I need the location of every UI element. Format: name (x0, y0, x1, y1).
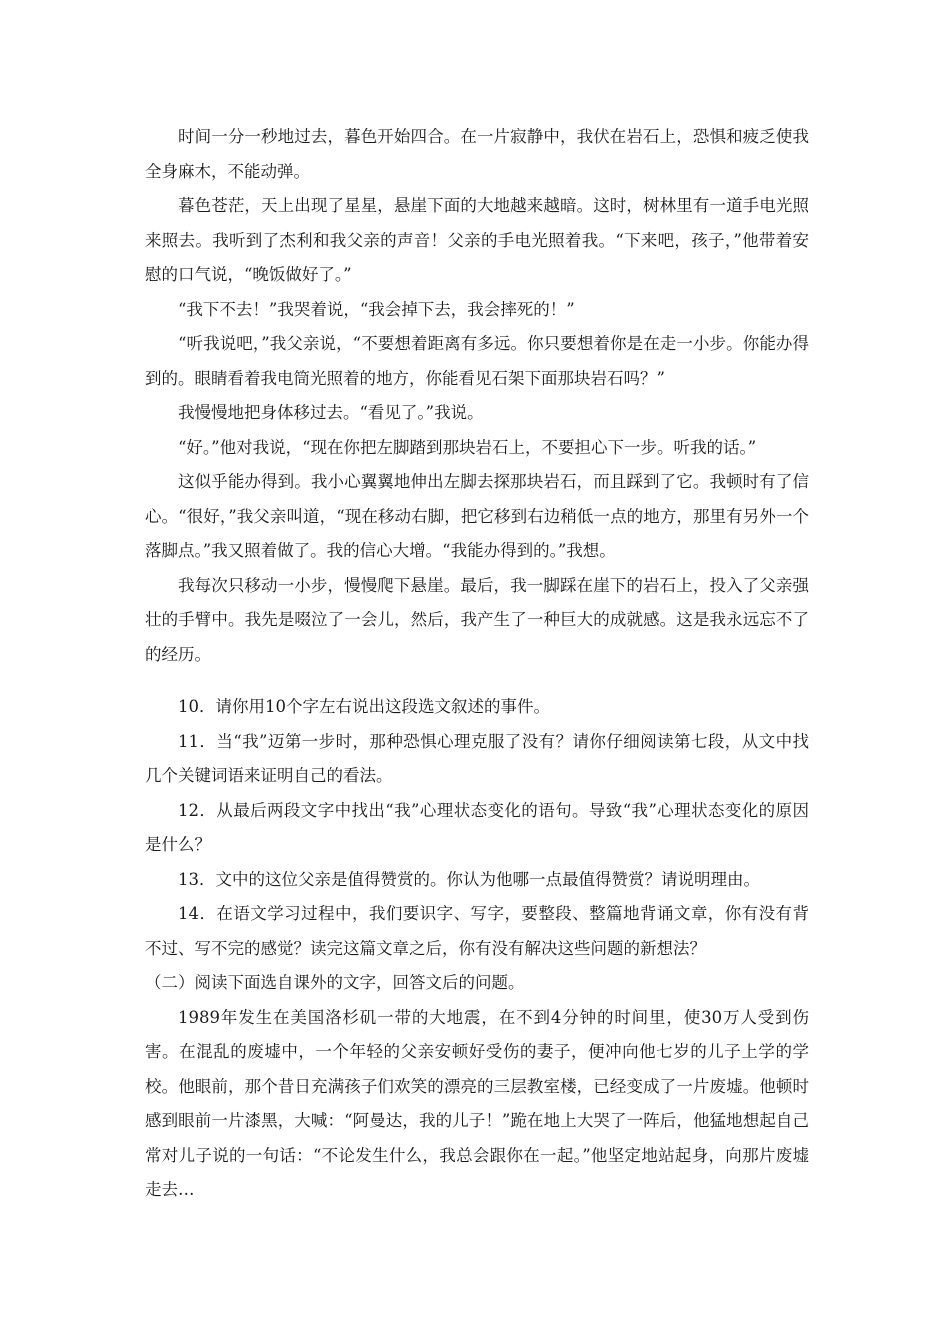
question-11: 11．当“我”迈第一步时，那种恐惧心理克服了没有？请你仔细阅读第七段，从文中找几个关键词语来证明自己的看法。 (145, 731, 809, 785)
story-paragraph-6: “好。”他对我说，“现在你把左脚踏到那块岩石上，不要担心下一步。听我的话。” (178, 437, 757, 457)
section-2-paragraph: 1989年发生在美国洛杉矶一带的大地震，在不到4分钟的时间里，使30万人受到伤害。在混乱的废墟中，一个年轻的父亲安顿好受伤的妻子，便冲向他七岁的儿子上学的学校。他眼前，那个昔日充满孩子们欢笑的漂亮的三层教室楼，已经变成了一片废墟。他顿时感到眼前一片漆黑，大喊：“阿曼达，我的儿子！”跪在地上大哭了一阵后，他猛地想起自己常对儿子说的一句话：“不论发生什么，我总会跟你在一起。”他坚定地站起身，向那片废墟走去… (145, 1007, 809, 1199)
story-paragraph-4: “听我说吧，”我父亲说，“不要想着距离有多远。你只要想着你是在走一小步。你能办得到的。眼睛看着我电筒光照着的地方，你能看见石架下面那块岩石吗？” (145, 334, 809, 388)
document-body (145, 120, 809, 1208)
story-paragraph-5: 我慢慢地把身体移过去。“看见了。”我说。 (178, 403, 484, 422)
question-13: 13．文中的这位父亲是值得赞赏的。你认为他哪一点最值得赞赏？请说明理由。 (178, 869, 760, 889)
question-14: 14．在语文学习过程中，我们要识字、写字，要整段、整篇地背诵文章，你有没有背不过、写不完的感觉？读完这篇文章之后，你有没有解决这些问题的新想法？ (145, 904, 809, 958)
story-paragraph-2: 暮色苍茫，天上出现了星星，悬崖下面的大地越来越暗。这时，树林里有一道手电光照来照去。我听到了杰利和我父亲的声音！父亲的手电光照着我。“下来吧，孩子，”他带着安慰的口气说，“晚饭做好了。” (145, 196, 809, 284)
story-paragraph-3: “我下不去！”我哭着说，“我会掉下去，我会摔死的！” (178, 299, 575, 319)
story-paragraph-7: 这似乎能办得到。我小心翼翼地伸出左脚去探那块岩石，而且踩到了它。我顿时有了信心。“很好，”我父亲叫道，“现在移动右脚，把它移到右边稍低一点的地方，那里有另外一个落脚点。”我又照着做了。我的信心大增。“我能办得到的。”我想。 (145, 472, 809, 560)
story-paragraph-1: 时间一分一秒地过去，暮色开始四合。在一片寂静中，我伏在岩石上，恐惧和疲乏使我全身麻木，不能动弹。 (145, 127, 809, 181)
section-spacer (145, 672, 809, 690)
section-2-heading: （二）阅读下面选自课外的文字，回答文后的问题。 (145, 973, 525, 992)
question-10: 10．请你用10个字左右说出这段选文叙述的事件。 (178, 697, 550, 716)
story-paragraph-8: 我每次只移动一小步，慢慢爬下悬崖。最后，我一脚踩在崖下的岩石上，投入了父亲强壮的手臂中。我先是啜泣了一会儿，然后，我产生了一种巨大的成就感。这是我永远忘不了的经历。 (145, 575, 809, 664)
question-12: 12．从最后两段文字中找出“我”心理状态变化的语句。导致“我”心理状态变化的原因是什么？ (145, 800, 809, 854)
